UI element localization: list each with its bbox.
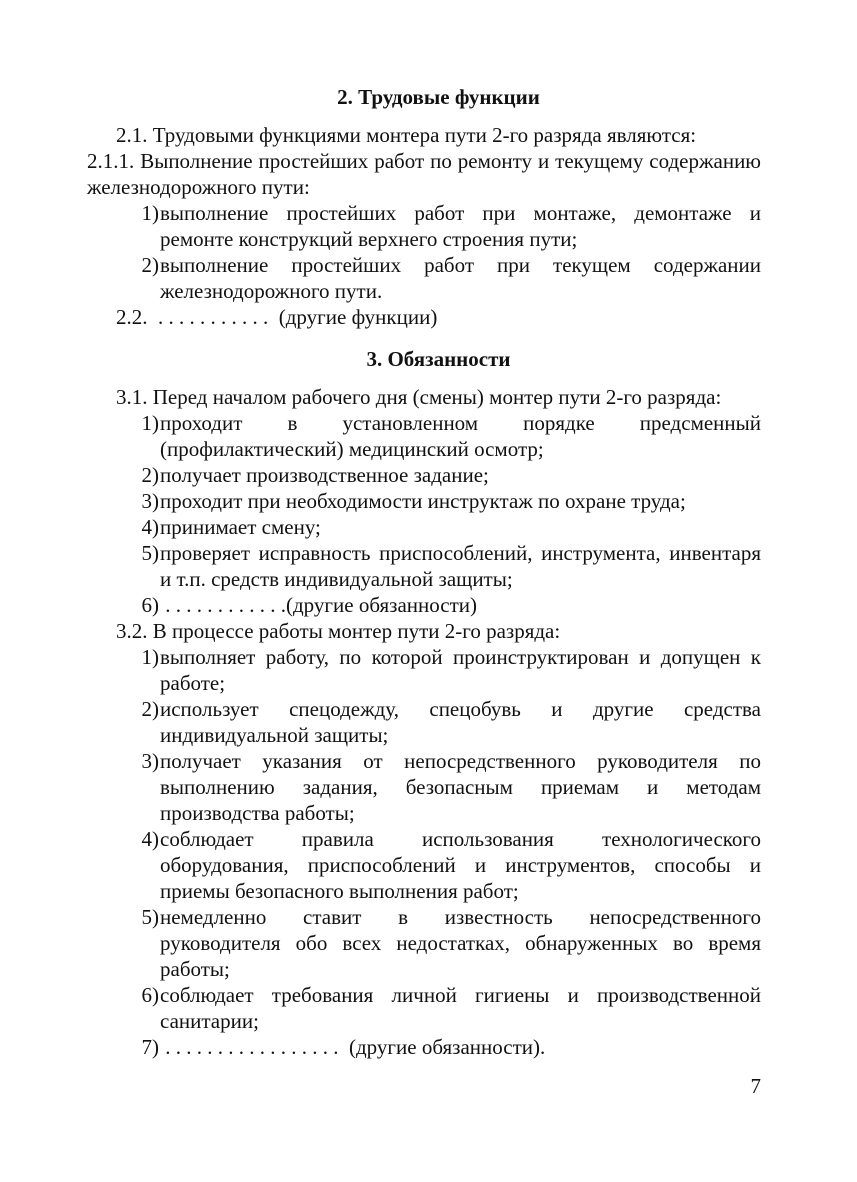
list-item (116, 644, 761, 696)
list-item-text: немедленно ставит в известность непосредственного руководителя обо всех недостатках, обнаруженных во время работы; (160, 905, 761, 981)
list-item (116, 904, 761, 982)
list-item (116, 514, 761, 540)
list-item (116, 982, 761, 1034)
section-2-title: 2. Трудовые функции (337, 85, 540, 109)
page-number: 7 (750, 1074, 761, 1098)
list-item-text: выполнение простейших работ при текущем содержании железнодорожного пути. (160, 253, 761, 303)
list-item-number: 2) (141, 463, 159, 487)
list-item-text: получает производственное задание; (160, 463, 489, 487)
list-item-text: соблюдает правила использования технологического оборудования, приспособлений и инструментов, способы и приемы безопасного выполнения работ; (160, 827, 761, 903)
list-item-number: 1) (141, 201, 159, 225)
document-page (87, 78, 761, 1060)
list-item-number: 6) (141, 593, 159, 617)
list-item-text: проходит в установленном порядке предсменный (профилактический) медицинский осмотр; (160, 411, 761, 461)
list-item (116, 540, 761, 592)
list-item (116, 410, 761, 462)
section-3-2-list (116, 644, 761, 1060)
list-item-text: проверяет исправность приспособлений, инструмента, инвентаря и т.п. средств индивидуальной защиты; (160, 541, 761, 591)
list-item-text: . . . . . . . . . . . .(другие обязанности) (160, 593, 477, 617)
list-item-text: выполнение простейших работ при монтаже, демонтаже и ремонте конструкций верхнего строения пути; (160, 201, 761, 251)
list-item-number: 4) (141, 515, 159, 539)
list-item-text: . . . . . . . . . . . . . . . . . (другие обязанности). (160, 1035, 546, 1059)
paragraph-2-1-1-text: 2.1.1. Выполнение простейших работ по ремонту и текущему содержанию железнодорожного пути: (87, 149, 761, 199)
paragraph-3-1-text: 3.1. Перед началом рабочего дня (смены) монтер пути 2-го разряда: (116, 385, 722, 409)
list-item (116, 696, 761, 748)
list-item-number: 1) (141, 411, 159, 435)
list-item-number: 3) (141, 749, 159, 773)
list-item (116, 592, 761, 618)
paragraph-3-2: 3.2. В процессе работы монтер пути 2-го разряда: (116, 619, 561, 643)
list-item-number: 4) (141, 827, 159, 851)
list-item-text: выполняет работу, по которой проинструктирован и допущен к работе; (160, 645, 761, 695)
list-item-number: 3) (141, 489, 159, 513)
list-item-number: 6) (141, 983, 159, 1007)
list-item (116, 748, 761, 826)
list-item-text: получает указания от непосредственного руководителя по выполнению задания, безопасным приемам и методам производства работы; (160, 749, 761, 825)
list-item (116, 1034, 761, 1060)
list-item (116, 826, 761, 904)
list-item-text: принимает смену; (160, 515, 321, 539)
list-item-number: 7) (141, 1035, 159, 1059)
list-item-number: 2) (141, 697, 159, 721)
paragraph-2-1: 2.1. Трудовыми функциями монтера пути 2-го разряда являются: (116, 123, 697, 147)
paragraph-2-1-1 (87, 148, 761, 200)
list-item-number: 5) (141, 905, 159, 929)
list-item (116, 462, 761, 488)
list-item-number: 1) (141, 645, 159, 669)
list-item-number: 5) (141, 541, 159, 565)
section-3-title: 3. Обязанности (366, 347, 511, 371)
section-2-list (116, 200, 761, 304)
paragraph-2-2: 2.2. . . . . . . . . . . . (другие функции) (116, 305, 438, 329)
list-item (116, 488, 761, 514)
list-item-text: проходит при необходимости инструктаж по охране труда; (160, 489, 686, 513)
section-3-1-list (116, 410, 761, 618)
list-item-text: использует спецодежду, спецобувь и другие средства индивидуальной защиты; (160, 697, 761, 747)
paragraph-3-1 (116, 384, 761, 410)
list-item (116, 252, 761, 304)
list-item-number: 2) (141, 253, 159, 277)
list-item-text: соблюдает требования личной гигиены и производственной санитарии; (160, 983, 761, 1033)
list-item (116, 200, 761, 252)
